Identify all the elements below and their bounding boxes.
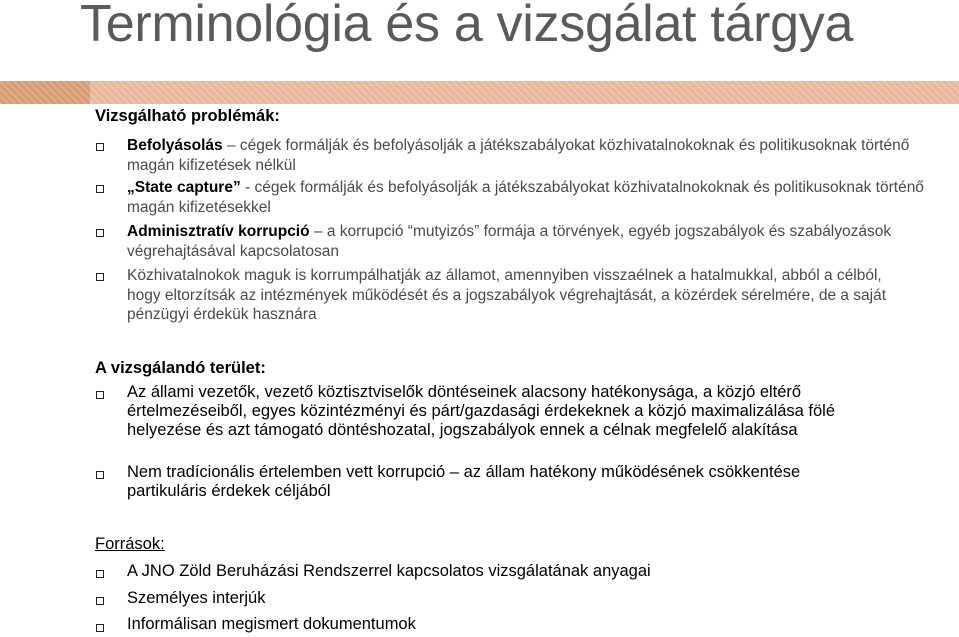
page-title: Terminológia és a vizsgálat tárgya <box>80 0 854 53</box>
list-item-text: A JNO Zöld Beruházási Rendszerrel kapcsolatos vizsgálatának anyagai <box>127 562 651 580</box>
square-bullet-icon <box>96 273 104 281</box>
list-item-text: Személyes interjúk <box>127 589 266 607</box>
square-bullet-icon <box>96 624 104 632</box>
list-item-text <box>127 136 927 175</box>
square-bullet-icon <box>96 229 104 237</box>
list-item-text <box>127 222 927 261</box>
square-bullet-icon <box>96 570 104 578</box>
list-item-bold: „State capture” <box>127 179 241 196</box>
list-item-rest: Közhivatalnokok maguk is korrumpálhatják az államot, amennyiben visszaélnek a hatalmukkal, abból a célból, hogy eltorzítsák az intézmények működését és a jogszabályok végrehajtását, a közérdek sérelmére, de a saját pénzügyi érdekük hasznára <box>127 267 887 324</box>
square-bullet-icon <box>96 391 104 399</box>
list-item-text: Nem tradícionális értelemben vett korrupció – az állam hatékony működésének csökkentése partikuláris érdekek céljából <box>127 463 801 501</box>
list-item-bold: Adminisztratív korrupció <box>127 223 310 240</box>
list-item-rest: – a korrupció “mutyizós” formája a törvények, egyéb jogszabályok és szabályozások végrehajtásával kapcsolatosan <box>127 223 892 260</box>
list-item-text <box>127 178 927 217</box>
square-bullet-icon <box>96 185 104 193</box>
list-item-text: Informálisan megismert dokumentumok <box>127 615 416 633</box>
list-item-rest: – cégek formálják és befolyásolják a játékszabályokat közhivatalnokoknak és politikusoknak történő magán kifizetések nélkül <box>127 137 910 174</box>
list-item-rest: - cégek formálják és befolyásolják a játékszabályokat közhivatalnokoknak és politikusoknak történő magán kifizetésekkel <box>127 179 924 216</box>
section-heading-sources: Források: <box>95 535 165 553</box>
list-item-text <box>127 266 887 325</box>
square-bullet-icon <box>96 597 104 605</box>
square-bullet-icon <box>96 471 104 479</box>
section-heading-problems: Vizsgálható problémák: <box>95 107 280 125</box>
list-item-text: Az állami vezetők, vezető köztisztviselők döntéseinek alacsony hatékonysága, a közjó eltérő értelmezéseiből, egyes közintézményi és párt/gazdasági érdekeknek a közjó maximalizálása fölé helyezése és azt támogató döntéshozatal, jogszabályok ennek a célnak megfelelő alakítása <box>127 383 836 440</box>
list-item-bold: Befolyásolás <box>127 137 223 154</box>
section-heading-area: A vizsgálandó terület: <box>95 359 266 377</box>
square-bullet-icon <box>96 143 104 151</box>
